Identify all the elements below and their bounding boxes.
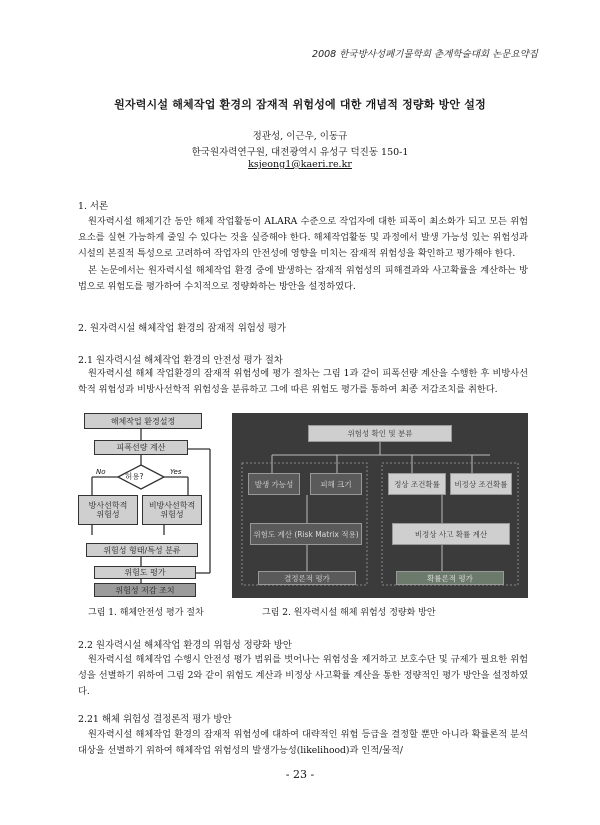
box-identify: 위험성 확인 및 분류 — [308, 425, 452, 442]
section-2-21-heading: 2.21 해체 위험성 결정론적 평가 방안 — [78, 714, 232, 725]
box-reduction: 위험성 저감 조치 — [94, 583, 196, 597]
running-header: 2008 한국방사성폐기물학회 춘계학술대회 논문요약집 — [312, 49, 538, 60]
box-risk-calc: 위험도 계산 (Risk Matrix 적용) — [250, 523, 362, 545]
paper-title: 원자력시설 해체작업 환경의 잠재적 위험성에 대한 개념적 정량화 방안 설정 — [114, 98, 486, 111]
email — [0, 159, 600, 170]
box-radiological: 방사선학적 위험성 — [78, 495, 138, 525]
decision-no: No — [96, 468, 106, 476]
box-dose-calc: 피폭선량 계산 — [94, 440, 188, 455]
figure-2-diagram — [232, 413, 528, 598]
box-classify: 위험성 형태/특성 분류 — [86, 543, 198, 557]
section-1-heading: 1. 서론 — [78, 201, 109, 212]
figure-1-flowchart — [78, 413, 218, 598]
email-link[interactable]: ksjeong1@kaeri.re.kr — [248, 159, 352, 170]
section-2-2-heading: 2.2 원자력시설 해체작업 환경의 위험성 정량화 방안 — [78, 640, 292, 651]
figure-1-caption: 그림 1. 해체안전성 평가 절차 — [88, 608, 204, 618]
affiliation: 한국원자력연구원, 대전광역시 유성구 덕진동 150-1 — [191, 147, 409, 158]
box-non-radiological: 비방사선학적 위험성 — [142, 495, 202, 525]
decision-label: 허용? — [125, 472, 144, 481]
box-normal-prob: 정상 조건확률 — [388, 473, 446, 495]
section-2-1-paragraph: 원자력시설 해체 작업환경의 잠재적 위험성에 평가 절차는 그림 1과 같이 피폭선량 계산을 수행한 후 비방사선학적 위험성과 비방사선학적 위험성을 분류하고 그에 따른 위험도 평가를 통하여 최종 저감조치를 취한다. — [78, 368, 528, 396]
page-number: - 23 - — [285, 768, 315, 781]
section-2-heading: 2. 원자력시설 해체작업 환경의 잠재적 위험성 평가 — [78, 323, 286, 334]
section-2-1-heading: 2.1 원자력시설 해체작업 환경의 안전성 평가 절차 — [78, 355, 283, 366]
section-1-paragraph-1: 원자력시설 해체기간 동안 해체 작업활동이 ALARA 수준으로 작업자에 대한 피폭이 최소화가 되고 모든 위험요소를 실현 가능하게 줄일 수 있다는 것을 실증해야 한다. 해체작업활동 및 과정에서 발생 가능성 있는 위험성과 시설의 본질적 특성으로 고려하여 작업자의 안전성에 영향을 미치는 잠재적 위험성을 확인하고 평가해야 한다. — [78, 216, 528, 260]
section-1-paragraph-2: 본 논문에서는 원자력시설 해체작업 환경 중에 발생하는 잠재적 위험성의 피해결과와 사고확률을 계산하는 방법으로 위험도를 평가하여 수치적으로 정량화하는 방안을 설정하였다. — [78, 264, 528, 292]
box-accident-calc: 비정상 사고 확률 계산 — [392, 523, 510, 545]
box-damage: 피해 크기 — [310, 473, 362, 495]
section-2-21-body — [78, 727, 528, 759]
box-probabilistic: 확률론적 평가 — [396, 571, 504, 585]
figure-2-caption: 그림 2. 원자력시설 해체 위험성 정량화 방안 — [262, 608, 436, 618]
authors: 정관성, 이근우, 이동규 — [252, 131, 348, 142]
section-2-2-body — [78, 652, 528, 701]
box-deterministic: 결정론적 평가 — [258, 571, 356, 585]
decision-yes: Yes — [170, 468, 182, 476]
box-abnormal-prob: 비정상 조건확률 — [450, 473, 512, 495]
section-2-2-paragraph: 원자력시설 해체작업 수행시 안전성 평가 범위를 벗어나는 위험성을 제거하고 보호수단 및 규제가 필요한 위험성을 선별하기 위하여 그림 2와 같이 위험도 계산과 비정상 사고확률 계산을 통한 정량적인 평가 방안을 설정하였다. — [78, 654, 528, 698]
box-risk-eval: 위험도 평가 — [94, 566, 196, 579]
section-1-body — [78, 214, 528, 295]
section-2-21-paragraph: 원자력시설 해체작업 환경의 잠재적 위험성에 대하여 대략적인 위험 등급을 결정할 뿐만 아니라 확률론적 분석 대상을 선별하기 위하여 해체작업 위험성의 발생가능성(likelihood)과 인적/물적/ — [78, 729, 528, 757]
box-env-setting: 해체작업 환경설정 — [84, 413, 202, 429]
box-likelihood: 발생 가능성 — [248, 473, 300, 495]
section-2-1-body — [78, 366, 528, 398]
